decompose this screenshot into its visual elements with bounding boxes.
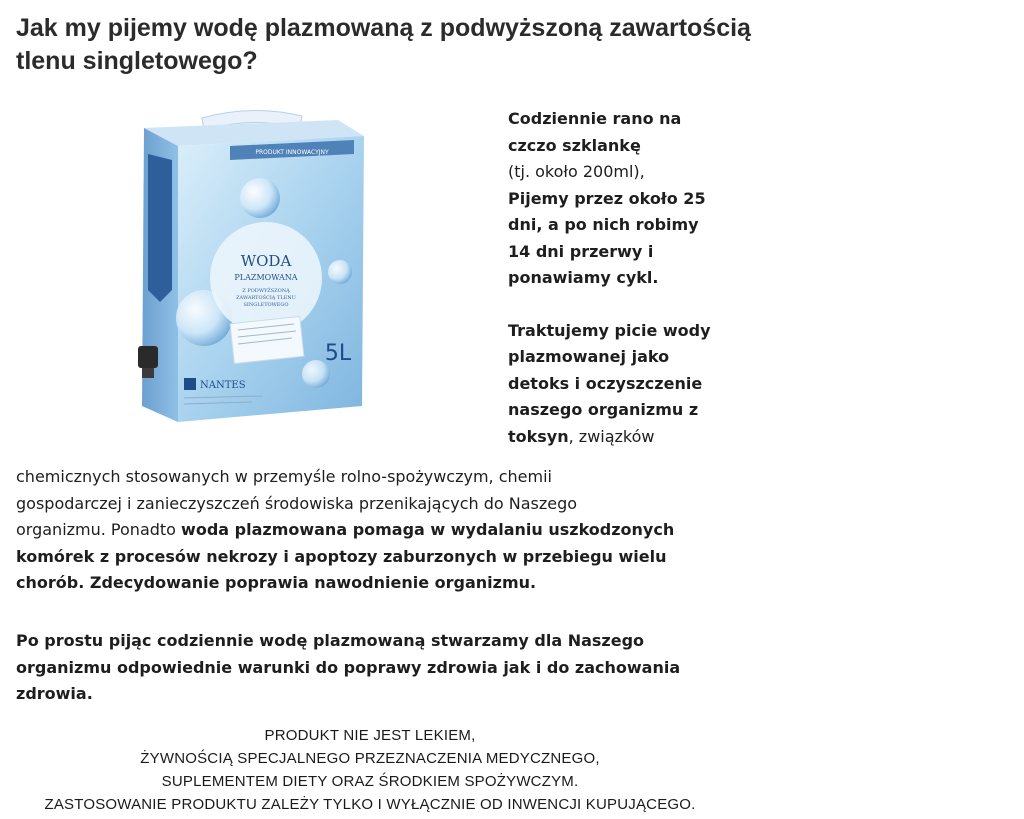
page-title: Jak my pijemy wodę plazmowaną z podwyższoną zawartością tlenu singletowego? [16, 14, 751, 75]
text-line: chemicznych stosowanych w przemyśle rolno-spożywczym, chemii [16, 467, 552, 486]
volume-label: 5L [324, 341, 352, 366]
disclaimer-line: ŻYWNOŚCIĄ SPECJALNEGO PRZEZNACZENIA MEDYCZNEGO, [140, 750, 600, 767]
text-line: dni, a po nich robimy [508, 215, 699, 234]
product-sub-2: ZAWARTOŚCIĄ TLENU [236, 295, 296, 301]
text-line: 14 dni przerwy i [508, 241, 654, 261]
product-sub-3: SINGLETOWEGO [243, 302, 289, 308]
text-line: zdrowia. [16, 684, 93, 703]
summary-paragraph [16, 628, 736, 708]
brand-logo: NANTES [200, 380, 246, 391]
text-line: czczo szklankę [508, 135, 641, 155]
text-line: naszego organizmu z [508, 400, 699, 419]
disclaimer-line: ZASTOSOWANIE PRODUKTU ZALEŻY TYLKO I WYŁĄCZNIE OD INWENCJI KUPUJĄCEGO. [44, 796, 696, 813]
text-fragment: organizmu. Ponadto [16, 520, 182, 539]
text-line: plazmowanej jako [508, 347, 670, 366]
product-sub-1: Z PODWYŻSZONĄ [242, 288, 290, 294]
product-name-2: PLAZMOWANA [234, 273, 298, 282]
text-line: detoks i oczyszczenie [508, 373, 703, 393]
text-line: ponawiamy cykl. [508, 268, 659, 287]
product-name-1: WODA [240, 252, 292, 270]
dosage-instructions [508, 106, 748, 450]
text-line: komórek z procesów nekrozy i apoptozy zaburzonych w przebiegu wielu [16, 546, 667, 566]
detox-paragraph [16, 464, 736, 597]
text-line [508, 424, 748, 451]
text-line: gospodarczej i zanieczyszczeń środowiska przenikających do Naszego [16, 493, 578, 513]
text-bold-fragment: woda plazmowana pomaga w wydalaniu uszkodzonych [181, 520, 675, 539]
legal-disclaimer [0, 724, 740, 816]
text-line: organizmu odpowiednie warunki do poprawy zdrowia jak i do zachowania [16, 657, 681, 677]
text-line: Traktujemy picie wody [508, 320, 711, 340]
text-fragment: , związków [568, 426, 655, 446]
disclaimer-line: SUPLEMENTEM DIETY ORAZ ŚRODKIEM SPOŻYWCZYM. [161, 773, 579, 790]
disclaimer-line: PRODUKT NIE JEST LEKIEM, [264, 727, 476, 744]
brand-label: PRODUKT INNOWACYJNY [255, 149, 329, 156]
product-box-image [132, 106, 370, 446]
text-line [16, 517, 736, 544]
text-line: Codziennie rano na [508, 109, 682, 128]
text-line: Po prostu pijąc codziennie wodę plazmowaną stwarzamy dla Naszego [16, 631, 645, 650]
text-line: Pijemy przez około 25 [508, 188, 706, 208]
text-bold-fragment: toksyn [508, 426, 569, 446]
text-line: chorób. Zdecydowanie poprawia nawodnienie organizmu. [16, 573, 537, 592]
text-line: (tj. około 200ml), [508, 162, 645, 181]
